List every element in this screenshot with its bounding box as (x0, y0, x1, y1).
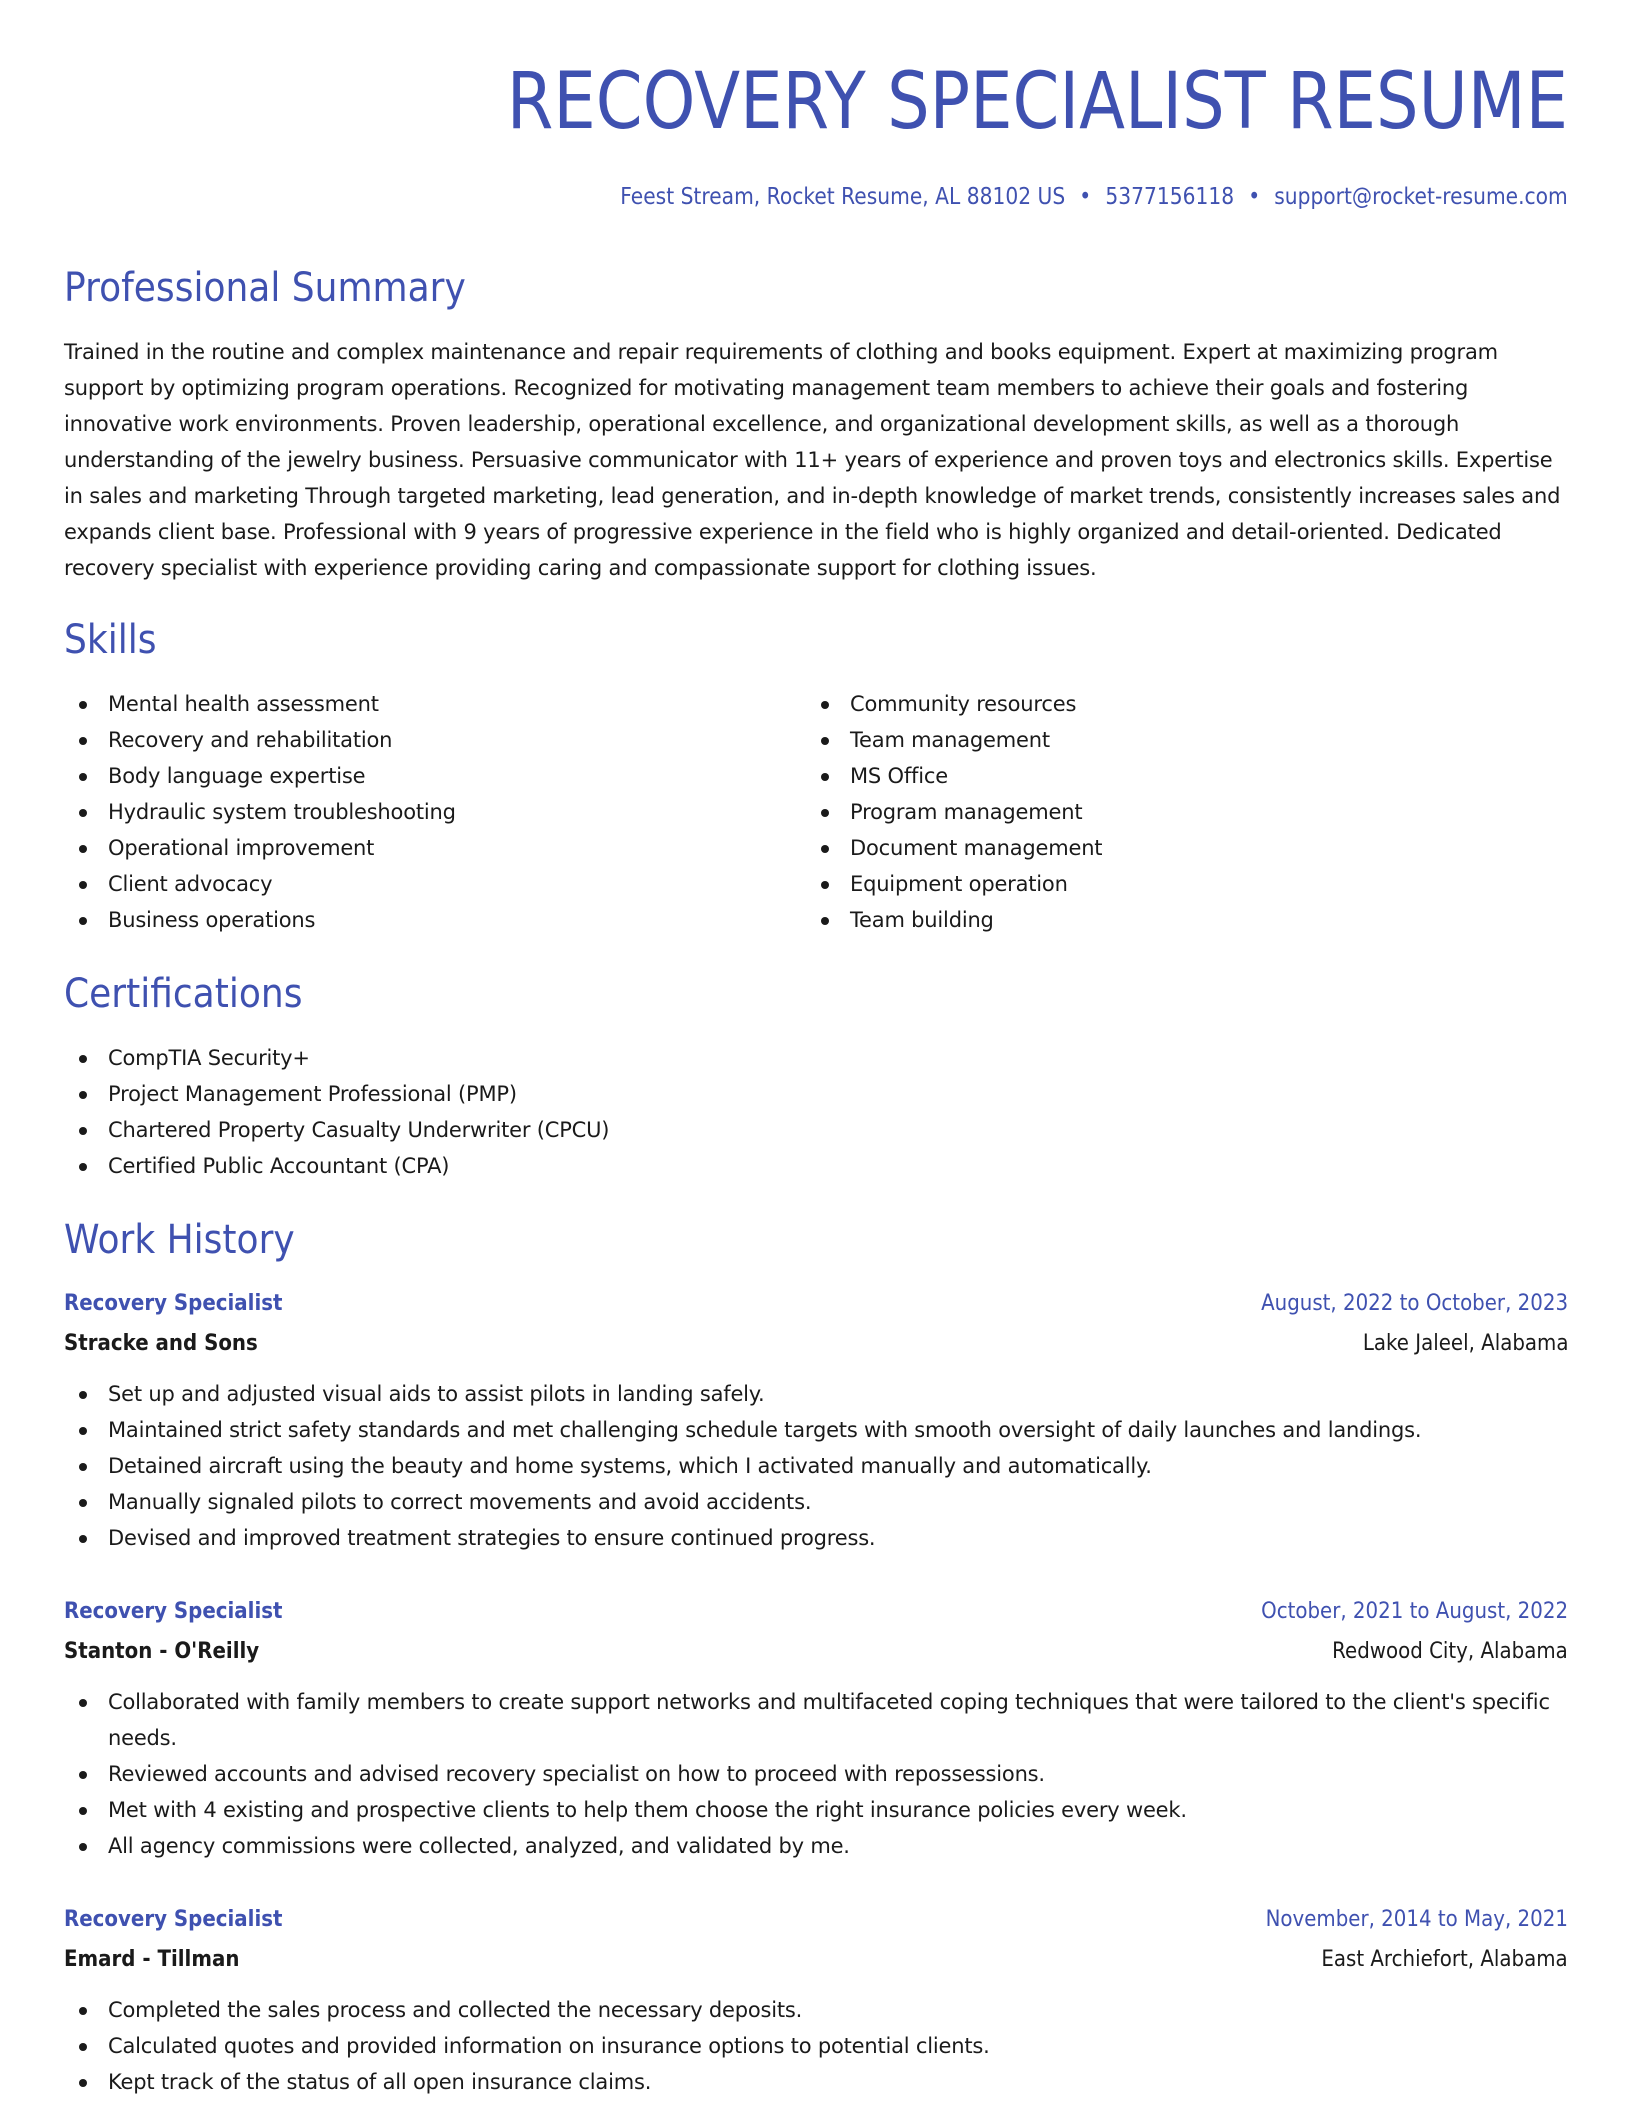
skill-item: MS Office (806, 758, 1506, 794)
certification-item: CompTIA Security+ (64, 1040, 1568, 1076)
job-dates: August, 2022 to October, 2023 (1261, 1291, 1568, 1316)
job-entry (64, 1284, 1568, 1556)
skill-item: Document management (806, 830, 1506, 866)
job-entry (64, 1592, 1568, 1864)
job-bullet: Completed the sales process and collected the necessary deposits. (64, 1992, 1568, 2028)
certification-item: Project Management Professional (PMP) (64, 1076, 1568, 1112)
job-bullet: Detained aircraft using the beauty and home systems, which I activated manually and automatically. (64, 1448, 1568, 1484)
job-company-row (64, 1632, 1568, 1672)
job-title: Recovery Specialist (64, 1291, 283, 1316)
summary-text: Trained in the routine and complex maintenance and repair requirements of clothing and books equipment. Expert at maximizing program support by optimizing program operations. Recognized for motivating management team members to achieve their goals and fostering innovative work environments. Proven leadership, operational excellence, and organizational development skills, as well as a thorough understanding of the jewelry business. Persuasive communicator with 11+ years of experience and proven toys and electronics skills. Expertise in sales and marketing Through targeted marketing, lead generation, and in-depth knowledge of market trends, consistently increases sales and expands client base. Professional with 9 years of progressive experience in the field who is highly organized and detail-oriented. Dedicated recovery specialist with experience providing caring and compassionate support for clothing issues. (64, 340, 1561, 580)
job-bullets (64, 1376, 1568, 1556)
job-bullet: Manually signaled pilots to correct movements and avoid accidents. (64, 1484, 1568, 1520)
job-bullet: Maintained strict safety standards and met challenging schedule targets with smooth oversight of daily launches and landings. (64, 1412, 1568, 1448)
job-location: East Archiefort, Alabama (1321, 1947, 1568, 1972)
job-title: Recovery Specialist (64, 1907, 283, 1932)
summary-heading: Professional Summary (64, 265, 466, 311)
job-bullet: All agency commissions were collected, analyzed, and validated by me. (64, 1828, 1568, 1864)
certification-item: Certified Public Accountant (CPA) (64, 1148, 1568, 1184)
skill-item: Body language expertise (64, 758, 764, 794)
job-title: Recovery Specialist (64, 1599, 283, 1624)
skill-item: Client advocacy (64, 866, 764, 902)
job-company: Stracke and Sons (64, 1331, 258, 1356)
contact-separator: • (1248, 184, 1261, 210)
job-bullet: Calculated quotes and provided information on insurance options to potential clients. (64, 2028, 1568, 2064)
contact-phone[interactable]: 5377156118 (1105, 184, 1235, 210)
job-dates: October, 2021 to August, 2022 (1261, 1599, 1568, 1624)
work-history-heading: Work History (64, 1217, 295, 1263)
job-bullets (64, 1992, 1568, 2100)
job-bullet: Kept track of the status of all open insurance claims. (64, 2064, 1568, 2100)
job-entry (64, 1900, 1568, 2100)
skills-heading: Skills (64, 617, 157, 663)
job-location: Redwood City, Alabama (1332, 1639, 1568, 1664)
job-company: Stanton - O'Reilly (64, 1639, 260, 1664)
skill-item: Business operations (64, 902, 764, 938)
skill-item: Equipment operation (806, 866, 1506, 902)
skill-item: Team management (806, 722, 1506, 758)
contact-separator: • (1079, 184, 1092, 210)
job-company: Emard - Tillman (64, 1947, 240, 1972)
skill-item: Recovery and rehabilitation (64, 722, 764, 758)
contact-address: Feest Stream, Rocket Resume, AL 88102 US (620, 184, 1066, 210)
job-bullet: Set up and adjusted visual aids to assist pilots in landing safely. (64, 1376, 1568, 1412)
job-bullets (64, 1684, 1568, 1864)
job-bullet: Met with 4 existing and prospective clients to help them choose the right insurance policies every week. (64, 1792, 1568, 1828)
skill-item: Mental health assessment (64, 686, 764, 722)
job-dates: November, 2014 to May, 2021 (1265, 1907, 1568, 1932)
skills-list-left (64, 686, 764, 938)
skill-item: Team building (806, 902, 1506, 938)
job-header-row (64, 1900, 1568, 1940)
skills-list-right (806, 686, 1506, 938)
job-bullet: Collaborated with family members to create support networks and multifaceted coping techniques that were tailored to the client's specific needs. (64, 1684, 1568, 1756)
contact-line (620, 181, 1568, 213)
job-company-row (64, 1324, 1568, 1364)
contact-email[interactable]: support@rocket-resume.com (1274, 184, 1568, 210)
job-company-row (64, 1940, 1568, 1980)
job-bullet: Reviewed accounts and advised recovery specialist on how to proceed with repossessions. (64, 1756, 1568, 1792)
job-bullet: Devised and improved treatment strategies to ensure continued progress. (64, 1520, 1568, 1556)
job-header-row (64, 1284, 1568, 1324)
resume-title: RECOVERY SPECIALIST RESUME (506, 57, 1568, 147)
skill-item: Operational improvement (64, 830, 764, 866)
certifications-heading: Certifications (64, 971, 303, 1017)
job-header-row (64, 1592, 1568, 1632)
skill-item: Community resources (806, 686, 1506, 722)
certifications-list (64, 1040, 1568, 1184)
skill-item: Program management (806, 794, 1506, 830)
job-location: Lake Jaleel, Alabama (1362, 1331, 1568, 1356)
certification-item: Chartered Property Casualty Underwriter (CPCU) (64, 1112, 1568, 1148)
skill-item: Hydraulic system troubleshooting (64, 794, 764, 830)
